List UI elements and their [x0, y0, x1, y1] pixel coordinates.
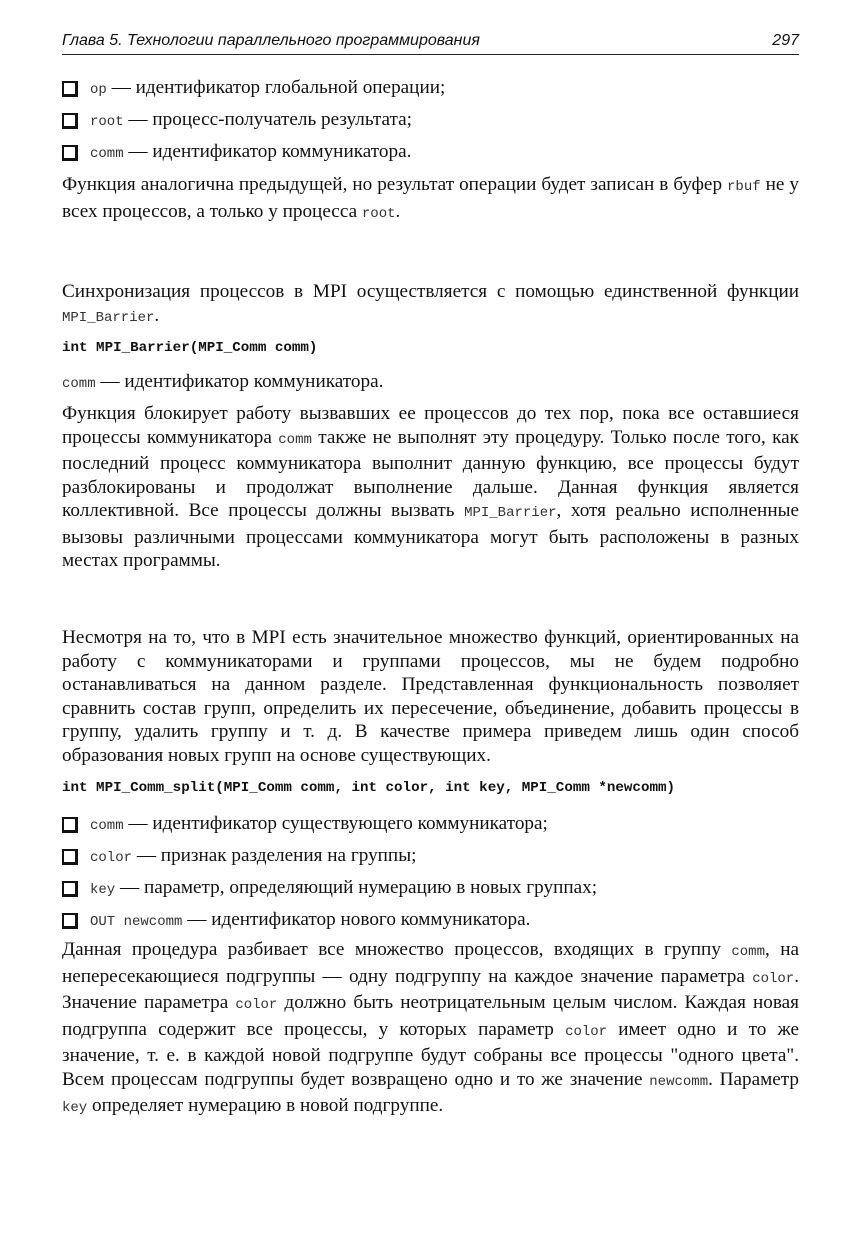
text-span: , на непересекающиеся подгруппы — одну подгруппу на каждое значение параметра	[62, 939, 799, 987]
page-number: 297	[772, 32, 799, 49]
text-span: определяет нумерацию в новой подгруппе.	[87, 1095, 444, 1116]
comm-description	[62, 370, 799, 397]
param-code: comm	[90, 818, 124, 834]
text-span: должно быть неотрицательным целым числом. Каждая новая подгруппа содержит все процессы, у которых параметр	[62, 992, 800, 1040]
text-span: .	[154, 304, 160, 326]
inline-code: rbuf	[727, 179, 761, 195]
param-code: comm	[90, 146, 124, 162]
param-code: key	[90, 882, 116, 898]
split-parameter-list	[62, 812, 799, 940]
checkbox-bullet-icon	[62, 113, 78, 129]
param-code: color	[90, 850, 133, 866]
list-item	[62, 76, 799, 108]
paragraph-text: Несмотря на то, что в MPI есть значительное множество функций, ориентированных на работу с коммуникаторами и группами процессов, мы не будем подробно останавливаться на данном разделе. Представленная функциональность позволяет сравнить состав групп, определить их пересечение, объединение, добавить процессы в группу, удалить группу и т. д. В качестве примера приведем лишь один способ образования новых групп на основе существующих.	[62, 627, 799, 766]
list-item	[62, 108, 799, 140]
inline-code: root	[361, 205, 396, 222]
checkbox-bullet-icon	[62, 913, 78, 929]
param-desc: — процесс-получатель результата;	[123, 109, 412, 130]
text-span: Функция блокирует работу вызвавших ее процессов до тех пор, пока все оставшиеся процессы коммуникатора	[62, 403, 799, 448]
parameter-list	[62, 76, 799, 172]
inline-code: color	[235, 997, 278, 1013]
checkbox-bullet-icon	[62, 881, 78, 897]
list-item	[62, 876, 799, 908]
param-desc: — идентификатор нового коммуникатора.	[182, 909, 531, 930]
text-span: имеет одно и то же значение, т. е. в каждой новой подгруппе будут собраны все процессы "одного цвета". Всем процессам подгруппы будет возвращено одно и то же значение	[62, 1018, 799, 1090]
inline-code: MPI_Barrier	[62, 309, 155, 326]
code-signature-split: int MPI_Comm_split(MPI_Comm comm, int color, int key, MPI_Comm *newcomm)	[62, 780, 675, 796]
param-code: comm	[62, 376, 96, 392]
paragraph-barrier-intro	[62, 280, 799, 330]
param-desc: — признак разделения на группы;	[132, 845, 417, 866]
param-code: op	[90, 82, 107, 98]
param-desc: — идентификатор коммуникатора.	[123, 141, 412, 162]
text-span: . Значение параметра	[62, 965, 799, 1013]
inline-code: comm	[731, 944, 765, 960]
text-span: Синхронизация процессов в MPI осуществляется с помощью единственной функции	[62, 281, 799, 302]
list-item	[62, 812, 799, 844]
text-span: также не выполнят эту процедуру. Только после того, как последний процесс коммуникатора выполнит данную функцию, все процессы будут разблокированы и продолжат выполнение дальше. Данная функция является коллективной. Все процессы должны вызвать	[62, 426, 799, 521]
param-desc: — идентификатор глобальной операции;	[106, 77, 446, 98]
paragraph-communicators	[62, 626, 799, 767]
checkbox-bullet-icon	[62, 81, 78, 97]
text-span: не у всех процессов, а только у процесса	[62, 174, 799, 222]
running-header	[62, 30, 799, 55]
list-item	[62, 140, 799, 172]
text-span: . Параметр	[708, 1068, 800, 1090]
param-desc: — идентификатор коммуникатора.	[95, 371, 384, 392]
text-span: .	[395, 200, 401, 222]
paragraph-split-details	[62, 938, 799, 1121]
param-code: OUT newcomm	[90, 914, 183, 930]
checkbox-bullet-icon	[62, 817, 78, 833]
param-code: root	[90, 114, 124, 130]
param-desc: — идентификатор существующего коммуникатора;	[123, 813, 548, 834]
inline-code: MPI_Barrier	[464, 505, 557, 521]
checkbox-bullet-icon	[62, 145, 78, 161]
inline-code: color	[752, 970, 795, 987]
code-signature-barrier: int MPI_Barrier(MPI_Comm comm)	[62, 340, 318, 356]
text-span: Данная процедура разбивает все множество процессов, входящих в группу	[62, 939, 732, 960]
text-span: , хотя реально исполненные вызовы различными процессами коммуникатора могут быть расположены в разных местах программы.	[62, 500, 800, 571]
list-item	[62, 908, 799, 940]
paragraph-barrier-details	[62, 402, 799, 573]
list-item	[62, 844, 799, 876]
inline-code: color	[565, 1023, 608, 1040]
text-span: Функция аналогична предыдущей, но результат операции будет записан в буфер	[62, 174, 728, 195]
chapter-title: Глава 5. Технологии параллельного программирования	[62, 32, 480, 49]
checkbox-bullet-icon	[62, 849, 78, 865]
param-desc: — параметр, определяющий нумерацию в новых группах;	[115, 877, 598, 898]
inline-code: comm	[278, 431, 312, 448]
paragraph-reduce	[62, 173, 799, 226]
inline-code: newcomm	[649, 1073, 709, 1090]
inline-code: key	[62, 1100, 88, 1116]
